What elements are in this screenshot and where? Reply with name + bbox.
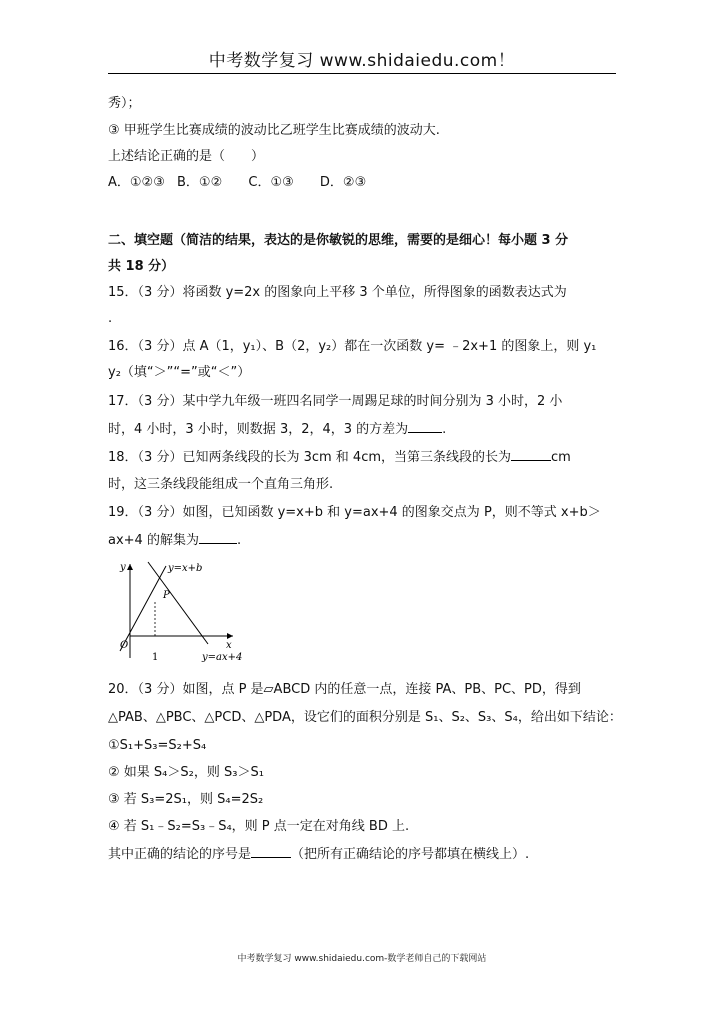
line-y-equals-ax-plus-4 xyxy=(148,562,208,644)
q20-line1: 20．（3 分）如图，点 P 是▱ABCD 内的任意一点，连接 PA、PB、PC、PD，得到 xyxy=(108,682,581,697)
y-axis-arrow xyxy=(127,564,133,570)
q19-answer-blank[interactable] xyxy=(199,531,237,544)
page-footer: 中考数学复习 www.shidaiedu.com-数学老师自己的下载网站 xyxy=(237,954,487,964)
line-y-equals-x-plus-b xyxy=(120,566,166,651)
q17-line1: 17．（3 分）某中学九年级一班四名同学一周踢足球的时间分别为 3 小时，2 小 xyxy=(108,394,563,409)
q18-line1-text: 18．（3 分）已知两条线段的长为 3cm 和 4cm，当第三条线段的长为 xyxy=(108,450,512,465)
q15-line2: . xyxy=(108,311,113,326)
q18-answer-blank[interactable] xyxy=(511,448,551,461)
x-axis-arrow xyxy=(227,633,233,639)
q19-line1: 19．（3 分）如图，已知函数 y=x+b 和 y=ax+4 的图象交点为 P，则不等式 x+b＞ xyxy=(108,505,601,520)
origin-label: O xyxy=(120,640,129,651)
q20-answer-blank[interactable] xyxy=(251,845,291,858)
q17-line2 xyxy=(108,420,446,439)
q14-prompt: 上述结论正确的是（ ） xyxy=(108,149,265,164)
point-p-label: P xyxy=(163,590,170,601)
q14-option-a: A．①②③ xyxy=(108,175,165,190)
q18-line2: 时，这三条线段能组成一个直角三角形. xyxy=(108,477,334,492)
q19-line2 xyxy=(108,531,241,550)
q20-conclusion-2: ② 如果 S₄＞S₂，则 S₃＞S₁ xyxy=(108,765,264,780)
q14-option-c: C．①③ xyxy=(248,175,294,190)
q20-prompt xyxy=(108,845,529,864)
q20-conclusion-3: ③ 若 S₃=2S₁，则 S₄=2S₂ xyxy=(108,792,264,807)
q15-line1: 15．（3 分）将函数 y=2x 的图象向上平移 3 个单位，所得图象的函数表达式为 xyxy=(108,285,567,300)
q16-line2: y₂（填“＞”“=”或“＜”） xyxy=(108,365,251,380)
line2-label: y=ax+4 xyxy=(202,652,243,662)
tick-one-label: 1 xyxy=(152,652,159,662)
page-header: 中考数学复习 www.shidaiedu.com！ xyxy=(208,51,516,71)
q14-options xyxy=(108,174,366,192)
q20-line2: △PAB、△PBC、△PCD、△PDA，设它们的面积分别是 S₁、S₂、S₃、S₄，给出如下结论： xyxy=(108,710,622,725)
q20-prompt-text: 其中正确的结论的序号是 xyxy=(108,847,252,862)
q14-tail: 秀）； xyxy=(108,96,141,111)
section2-title-line2: 共 18 分） xyxy=(108,259,175,274)
y-axis-label: y xyxy=(120,562,126,573)
q18-line1 xyxy=(108,448,571,467)
x-axis-label: x xyxy=(226,640,232,651)
q17-answer-blank[interactable] xyxy=(408,420,442,433)
q17-line2-end: . xyxy=(442,422,447,437)
q20-conclusion-4: ④ 若 S₁﹣S₂=S₃﹣S₄，则 P 点一定在对角线 BD 上. xyxy=(108,819,410,834)
q18-line1-unit: cm xyxy=(551,450,571,465)
line1-label: y=x+b xyxy=(168,563,203,574)
q19-function-graph xyxy=(108,558,258,662)
section2-title-line1: 二、填空题（简洁的结果，表达的是你敏锐的思维，需要的是细心！每小题 3 分 xyxy=(108,233,569,248)
q20-conclusion-1: ①S₁+S₃=S₂+S₄ xyxy=(108,738,207,753)
q20-prompt-end: （把所有正确结论的序号都填在横线上）. xyxy=(291,847,530,862)
q14-statement-3: ③ 甲班学生比赛成绩的波动比乙班学生比赛成绩的波动大. xyxy=(108,123,440,138)
header-divider xyxy=(108,73,616,74)
q14-option-d: D．②③ xyxy=(319,175,367,190)
q14-option-b: B．①② xyxy=(177,175,223,190)
q17-line2-text: 时，4 小时，3 小时，则数据 3，2，4，3 的方差为 xyxy=(108,422,409,437)
q19-line2-end: . xyxy=(236,533,242,548)
q16-line1: 16．（3 分）点 A（1，y₁）、B（2，y₂）都在一次函数 y= ﹣2x+1 的图象上，则 y₁ xyxy=(108,339,597,354)
q19-line2-text: ax+4 的解集为 xyxy=(108,533,199,548)
